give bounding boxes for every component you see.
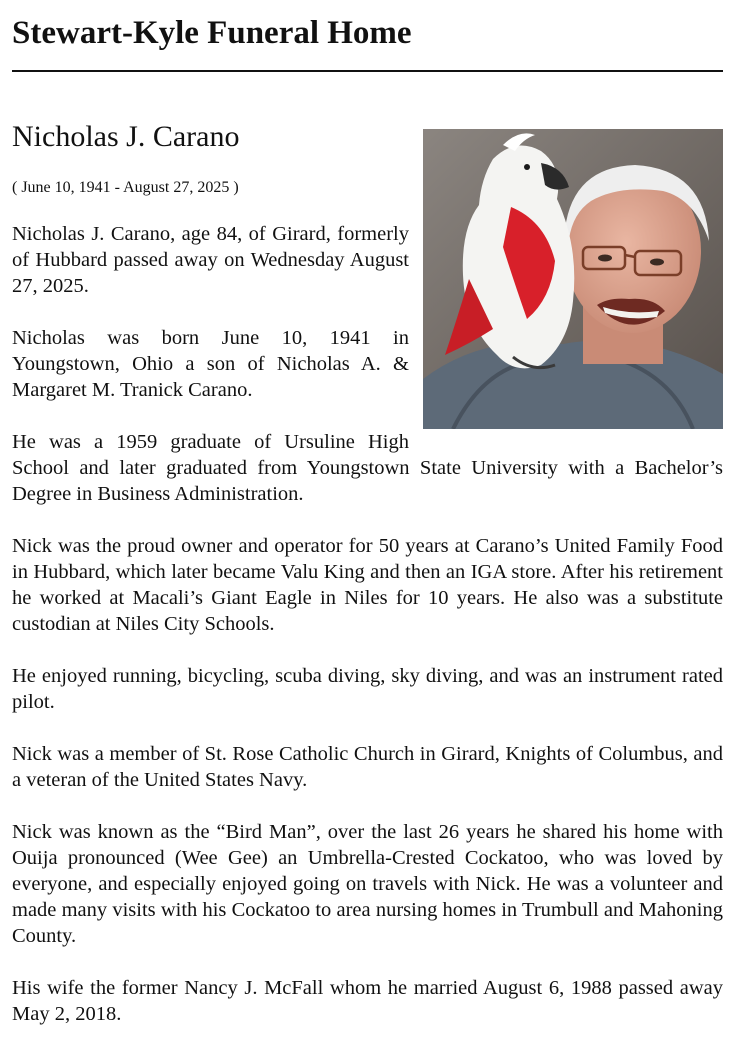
funeral-home-title: Stewart-Kyle Funeral Home [12, 15, 412, 51]
paragraph-death-notice: Nicholas J. Carano, age 84, of Girard, formerly of Hubbard passed away on Wednesday August 27, 2025. [12, 223, 409, 297]
obituary-content [12, 118, 723, 1027]
header-divider [12, 70, 723, 72]
paragraph-wife: His wife the former Nancy J. McFall whom he married August 6, 1988 passed away May 2, 2018. [12, 977, 723, 1025]
paragraph-education: He was a 1959 graduate of Ursuline High School and later graduated from Youngstown State University with a Bachelor’s Degree in Business Administration. [12, 431, 723, 505]
paragraph-memberships: Nick was a member of St. Rose Catholic Church in Girard, Knights of Columbus, and a veteran of the United States Navy. [12, 743, 723, 791]
paragraph-hobbies: He enjoyed running, bicycling, scuba diving, sky diving, and was an instrument rated pilot. [12, 665, 723, 713]
life-dates: ( June 10, 1941 - August 27, 2025 ) [12, 179, 239, 196]
portrait-with-cockatoo-icon [423, 129, 723, 429]
paragraph-career: Nick was the proud owner and operator for 50 years at Carano’s United Family Food in Hubbard, which later became Valu King and then an IGA store. After his retirement he worked at Macali’s Giant Eagle in Niles for 10 years. He also was a substitute custodian at Niles City Schools. [12, 535, 723, 635]
paragraph-birth: Nicholas was born June 10, 1941 in Youngstown, Ohio a son of Nicholas A. & Margaret M. Tranick Carano. [12, 327, 409, 401]
deceased-name: Nicholas J. Carano [12, 120, 240, 153]
paragraph-bird-man: Nick was known as the “Bird Man”, over the last 26 years he shared his home with Ouija pronounced (Wee Gee) an Umbrella-Crested Cockatoo, who was loved by everyone, and especially enjoyed going on travels with Nick. He was a volunteer and made many visits with his Cockatoo to area nursing homes in Trumbull and Mahoning County. [12, 821, 723, 947]
